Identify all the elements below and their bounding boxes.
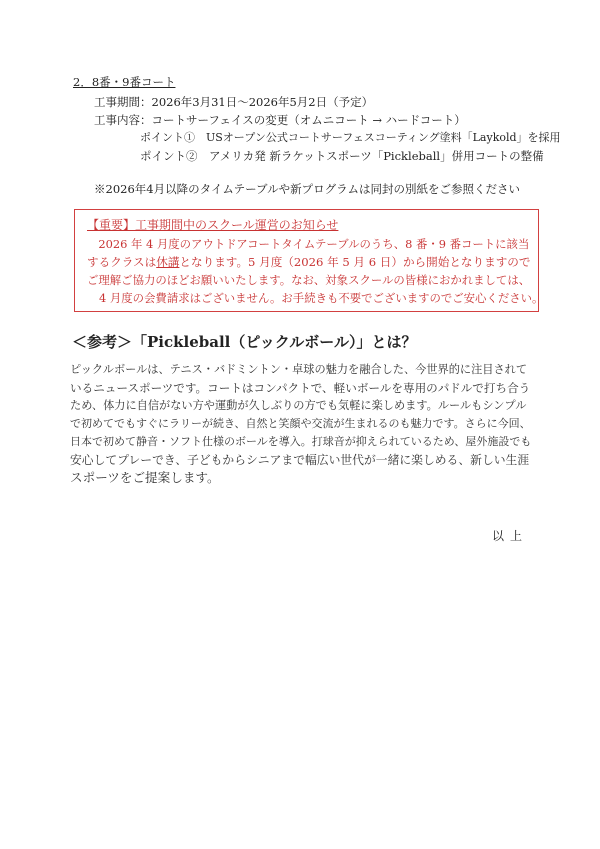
point-1: ポイント① USオープン公式コートサーフェスコーティング塗料「Laykold」を採用: [140, 131, 561, 144]
reference-line: スポーツをご提案します。: [70, 470, 220, 485]
point-2: ポイント② アメリカ発 新ラケットスポーツ「Pickleball」併用コートの整備: [140, 149, 544, 163]
closing-remark: 以上: [491, 529, 528, 543]
notice-emphasis: 休講: [156, 255, 180, 269]
reference-line: ため、体力に自信がない方や運動が久しぶりの方でも気軽に楽しめます。ルールもシンプル: [70, 399, 527, 412]
reference-line: 安心してプレーでき、子どもからシニアまで幅広い世代が一緒に楽しめる、新しい生涯: [70, 453, 530, 467]
construction-content: 工事内容：コートサーフェイスの変更（オムニコート → ハードコート）: [94, 113, 466, 127]
notice-line: ご理解ご協力のほどお願いいたします。なお、対象スクールの皆様におかれましては、: [87, 273, 531, 287]
construction-period: 工事期間：2026年3月31日～2026年5月2日（予定）: [94, 95, 374, 109]
notice-text: するクラスは: [87, 255, 157, 269]
section-heading: 2．8番・9番コート: [73, 75, 176, 89]
reference-line: で初めてでもすぐにラリーが続き、自然と笑顔や交流が生まれるのも魅力です。さらに今回、: [70, 417, 531, 430]
timetable-note: ※2026年4月以降のタイムテーブルや新プログラムは同封の別紙をご参照ください: [94, 182, 520, 196]
important-notice-box: [74, 209, 544, 312]
reference-line: 日本で初めて静音・ソフト仕様のボールを導入。打球音が抑えられているため、屋外施設でも: [70, 435, 532, 448]
reference-heading: ＜参考＞「Pickleball（ピックルボール）」とは？: [72, 333, 417, 351]
notice-line: [87, 253, 531, 271]
notice-text: となります。5 月度（2026 年 5 月 6 日）から開始となりますので: [179, 255, 531, 269]
reference-line: いるニュースポーツです。コートはコンパクトで、軽いボールを専用のパドルで打ち合う: [70, 381, 531, 395]
notice-line: 2026 年 4 月度のアウトドアコートタイムテーブルのうち、8 番・9 番コートに該当: [87, 237, 530, 251]
notice-title: 【重要】工事期間中のスクール運営のお知らせ: [87, 218, 339, 232]
notice-line: 4 月度の会費請求はございません。お手続きも不要でございますのでご安心ください。: [99, 291, 544, 305]
reference-line: ピックルボールは、テニス・バドミントン・卓球の魅力を融合した、今世界的に注目されて: [70, 363, 528, 376]
